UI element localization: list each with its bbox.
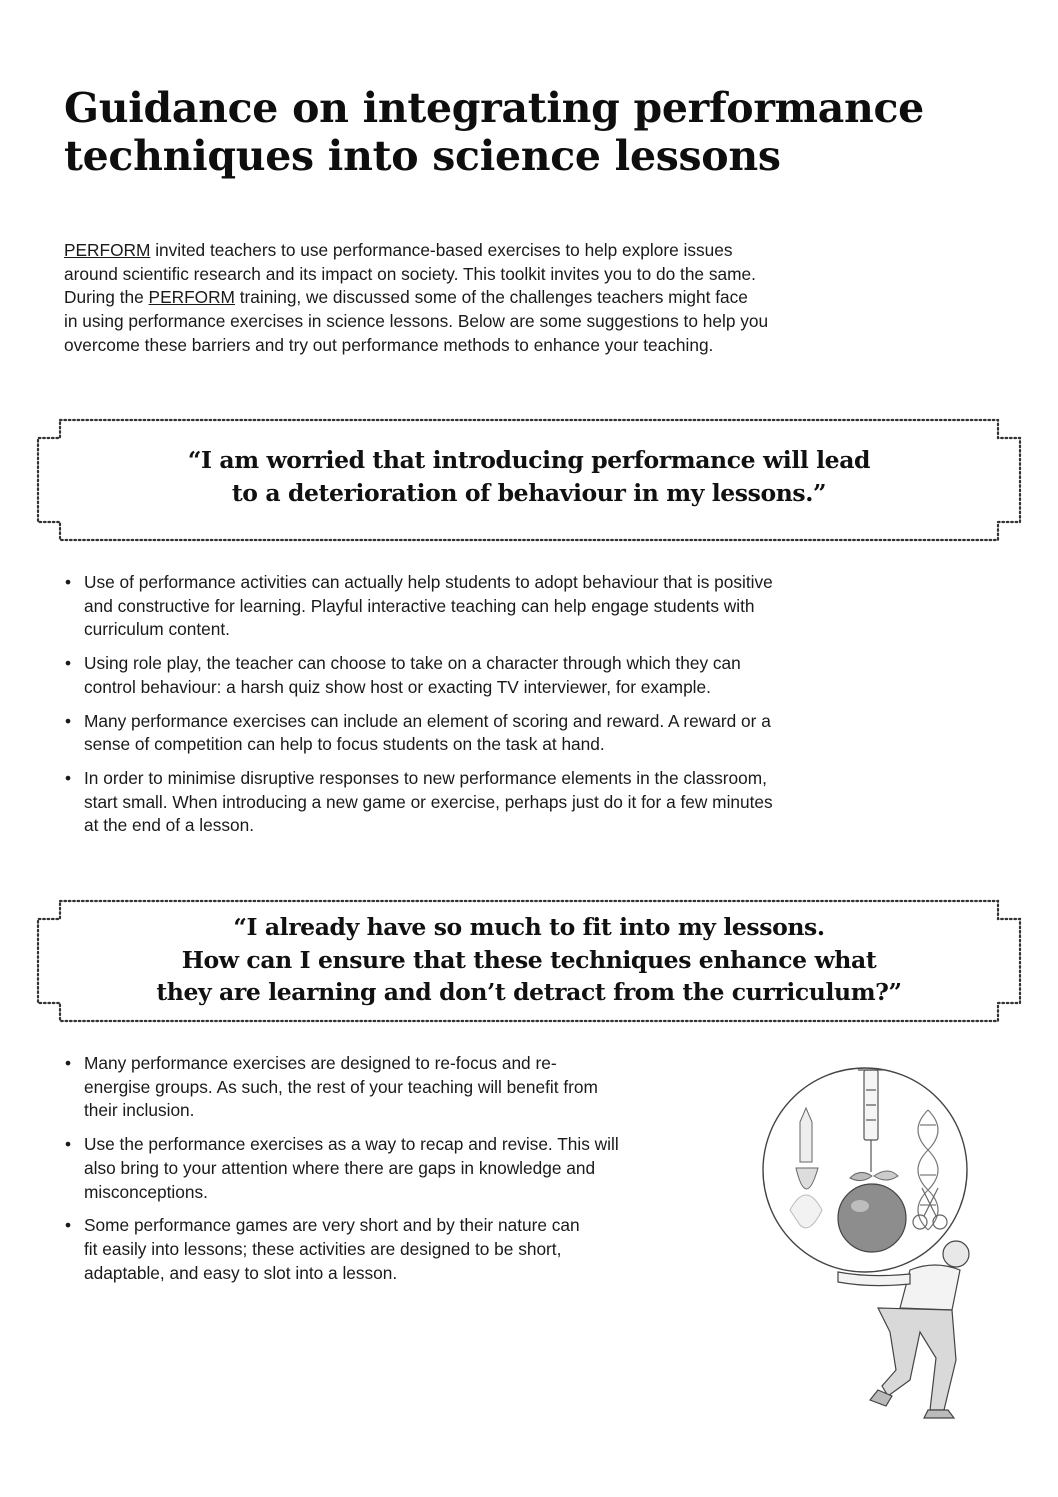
quote-box-behaviour — [36, 418, 1022, 542]
apple-icon — [838, 1171, 906, 1252]
quote-line: “I already have so much to fit into my lessons. — [233, 913, 825, 941]
intro-line: in using performance exercises in science lessons. Below are some suggestions to help you — [64, 311, 769, 332]
intro-line — [64, 286, 924, 310]
list-item-line: curriculum content. — [84, 619, 230, 640]
list-item-line: • Use the performance exercises as a way to recap and revise. This will — [84, 1134, 619, 1155]
list-item — [64, 767, 964, 838]
behaviour-tips-list — [64, 571, 964, 848]
list-item-line: • Some performance games are very short and by their nature can — [84, 1215, 580, 1236]
quote-box-curriculum — [36, 899, 1022, 1023]
list-item-line: control behaviour: a harsh quiz show host or exacting TV interviewer, for example. — [84, 676, 711, 697]
list-item-line: • Many performance exercises are designed to re-focus and re- — [84, 1053, 557, 1073]
figure-carrying-bubble-illustration — [760, 1060, 990, 1420]
curriculum-tips-list — [64, 1052, 744, 1295]
dna-icon — [918, 1110, 938, 1230]
list-item — [64, 1214, 744, 1285]
list-item-line: fit easily into lessons; these activities are designed to be short, — [84, 1238, 562, 1259]
list-item-line: their inclusion. — [84, 1100, 195, 1121]
intro-line: around scientific research and its impact on society. This toolkit invites you to do the same. — [64, 263, 756, 284]
list-item-line: • Many performance exercises can include an element of scoring and reward. A reward or a — [84, 710, 771, 731]
list-item — [64, 571, 964, 642]
person-icon — [838, 1241, 969, 1418]
page-title-line: Guidance on integrating performance — [64, 84, 924, 132]
list-item — [64, 652, 964, 699]
list-item-line: at the end of a lesson. — [84, 815, 255, 836]
list-item — [64, 710, 964, 757]
quote-text — [36, 911, 1022, 1009]
list-item-line: misconceptions. — [84, 1181, 208, 1202]
list-item-line: • Using role play, the teacher can choose to take on a character through which they can — [84, 653, 741, 674]
rocket-icon — [790, 1108, 822, 1228]
intro-paragraph — [64, 239, 924, 358]
quote-line: they are learning and don’t detract from the curriculum?” — [156, 978, 902, 1006]
list-item-line: also bring to your attention where there are gaps in knowledge and — [84, 1157, 596, 1178]
quote-text — [36, 444, 1022, 509]
quote-line: How can I ensure that these techniques enhance what — [181, 945, 877, 974]
page-title-line: techniques into science lessons — [64, 132, 781, 180]
syringe-icon — [858, 1070, 884, 1172]
intro-text: invited teachers to use performance-based exercises to help explore issues — [150, 240, 733, 260]
intro-line: overcome these barriers and try out performance methods to enhance your teaching. — [64, 334, 714, 355]
list-item — [64, 1133, 744, 1204]
intro-text: training, we discussed some of the challenges teachers might face — [234, 287, 748, 308]
list-item-line: • In order to minimise disruptive responses to new performance elements in the classroom, — [84, 767, 767, 788]
perform-link[interactable]: PERFORM — [148, 287, 235, 308]
list-item-line: and constructive for learning. Playful interactive teaching can help engage students with — [84, 595, 755, 616]
list-item-line: sense of competition can help to focus students on the task at hand. — [84, 734, 605, 755]
page-title — [64, 84, 964, 180]
quote-line: to a deterioration of behaviour in my lessons.” — [231, 478, 827, 507]
intro-text: During the — [64, 287, 149, 308]
list-item-line: energise groups. As such, the rest of your teaching will benefit from — [84, 1076, 598, 1097]
quote-line: “I am worried that introducing performance will lead — [187, 446, 871, 474]
list-item — [64, 1052, 744, 1123]
list-item-line: start small. When introducing a new game or exercise, perhaps just do it for a few minutes — [84, 791, 773, 812]
list-item-line: • Use of performance activities can actually help students to adopt behaviour that is positive — [84, 572, 773, 592]
perform-link[interactable]: PERFORM — [64, 240, 151, 260]
list-item-line: adaptable, and easy to slot into a lesson. — [84, 1262, 398, 1283]
intro-line — [64, 239, 924, 263]
